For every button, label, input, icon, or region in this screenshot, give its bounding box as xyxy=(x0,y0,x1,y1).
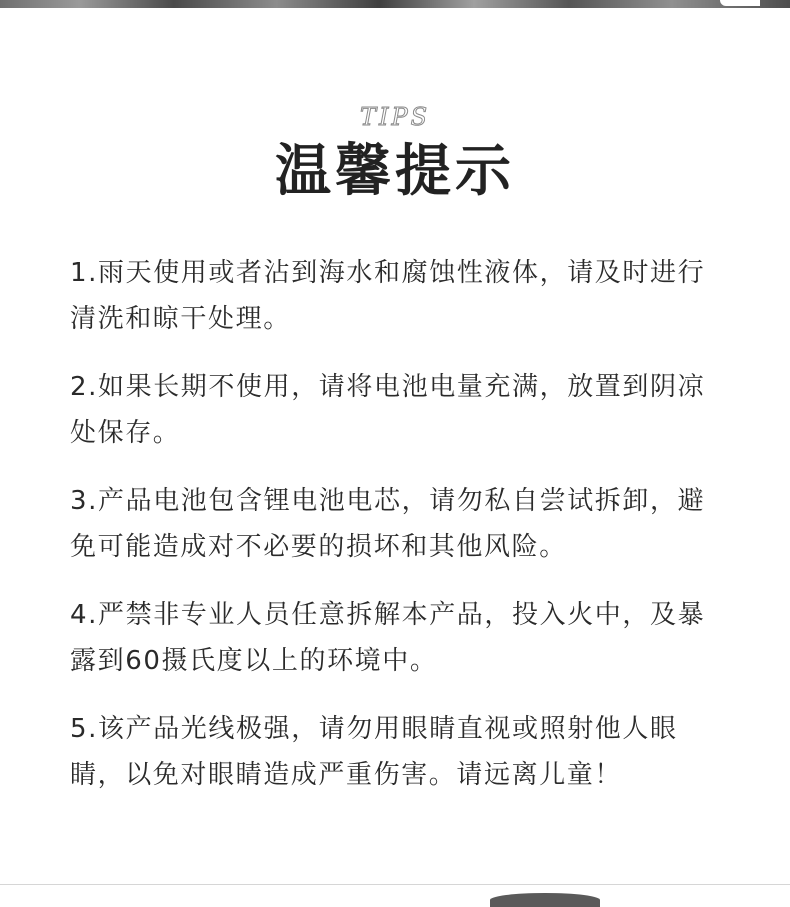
tips-list xyxy=(70,250,730,820)
bottom-product-photo-edge xyxy=(490,893,600,907)
tip-item-2: 2.如果长期不使用，请将电池电量充满，放置到阴凉处保存。 xyxy=(70,372,706,448)
tip-item-4: 4.严禁非专业人员任意拆解本产品，投入火中，及暴露到60摄氏度以上的环境中。 xyxy=(70,600,706,676)
tip-item-3: 3.产品电池包含锂电池电芯，请勿私自尝试拆卸，避免可能造成对不必要的损坏和其他风险。 xyxy=(70,486,706,562)
page-title: 温馨提示 xyxy=(275,139,515,204)
tip-item-5: 5.该产品光线极强，请勿用眼睛直视或照射他人眼睛，以免对眼睛造成严重伤害。请远离儿童！ xyxy=(70,714,678,790)
tips-label: TIPS xyxy=(359,103,431,131)
top-product-photo-strip xyxy=(0,0,790,8)
tip-item-1: 1.雨天使用或者沾到海水和腐蚀性液体，请及时进行清洗和晾干处理。 xyxy=(70,258,706,334)
section-divider xyxy=(0,884,790,885)
